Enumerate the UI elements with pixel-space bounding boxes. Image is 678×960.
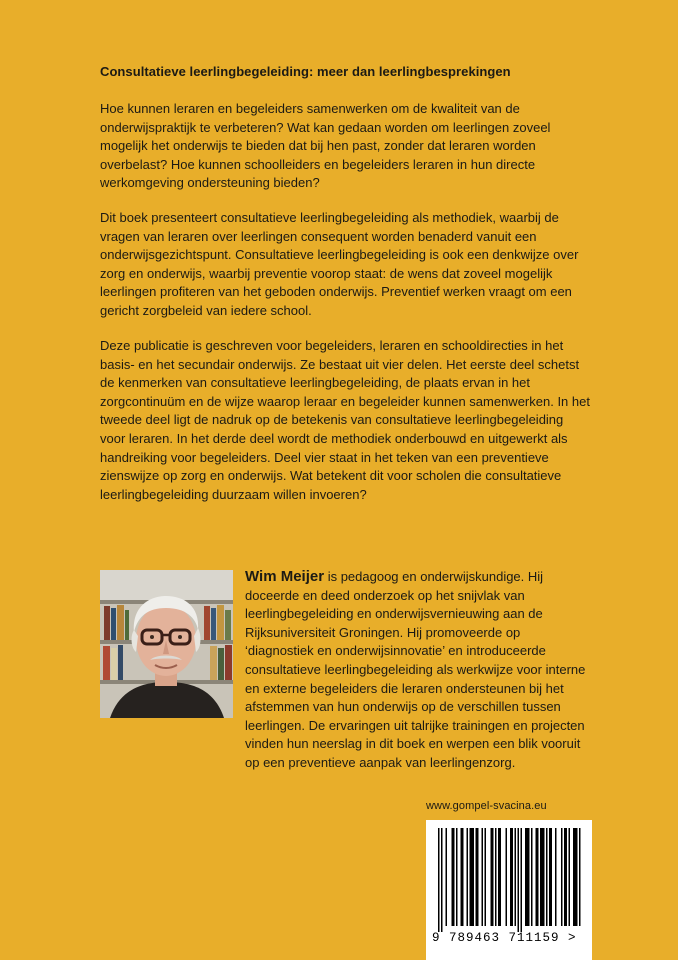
author-bio-text: is pedagoog en onderwijskundige. Hij doceerde en deed onderzoek op het snijvlak van leerlingbegeleiding en onderwijsvernieuwing aan de Rijksuniversiteit Groningen. Hij promoveerde op ‘diagnostiek en onderwijsinnovatie’ en introduceerde consultatieve leerlingbegeleiding als werkwijze voor interne en externe begeleiders die leraren ondersteunen bij het afstemmen van hun onderwijs op de verschillen tussen leerlingen. De ervaringen uit talrijke trainingen en projecten vinden hun neerslag in dit boek en werpen een blik vooruit op een preventieve aanpak van leerlingenzorg. (245, 569, 586, 770)
barcode-bar (549, 828, 552, 926)
barcode-bar (546, 828, 548, 926)
barcode-bar (540, 828, 545, 926)
isbn-number: 9 789463 711159 > (432, 931, 577, 945)
barcode-bar (510, 828, 513, 926)
barcode-bar (515, 828, 517, 926)
barcode-bar (452, 828, 455, 926)
contents-paragraph: Deze publicatie is geschreven voor begeleiders, leraren en schooldirecties in het basis- en het secundair onderwijs. Ze bestaat uit vier delen. Het eerste deel schetst de kenmerken van consultatieve leerlingbegeleiding, de plaats ervan in het zorgcontinuüm en de wijze waarop leraar en begeleider kunnen samenwerken. In het tweede deel ligt de nadruk op de betekenis van consultatieve leerlingbegeleiding voor leraren. In het derde deel wordt de methodiek onderbouwd en uitgewerkt als handreiking voor begeleiders. Deel vier staat in het teken van een preventieve zienswijze op zorg en onderwijs. Wat betekent dit voor scholen die consultatieve leerlingbegeleiding duurzaam willen invoeren? (100, 338, 590, 502)
barcode-bar (525, 828, 530, 926)
barcode-bar (498, 828, 501, 926)
author-name: Wim Meijer (245, 568, 325, 585)
barcode-bar (467, 828, 469, 926)
barcode-bar (491, 828, 494, 926)
barcode-bar (536, 828, 539, 926)
barcode-bar (461, 828, 464, 926)
barcode-bar (482, 828, 484, 926)
author-bio (245, 568, 590, 773)
barcode-bar (564, 828, 567, 926)
barcode-bar (555, 828, 557, 926)
back-cover-title: Consultatieve leerlingbegeleiding: meer dan leerlingbesprekingen (100, 64, 511, 79)
barcode-bar (579, 828, 581, 926)
barcode-bar (561, 828, 563, 926)
barcode-bar (569, 828, 571, 926)
barcode-bar (441, 828, 443, 932)
barcode-bar (506, 828, 508, 926)
barcode-bar (495, 828, 497, 926)
barcode-bar (518, 828, 520, 932)
method-paragraph: Dit boek presenteert consultatieve leerlingbegeleiding als methodiek, waarbij de vragen van leraren over leerlingen consequent worden benaderd vanuit een onderwijsgezichtspunt. Consultatieve leerlingbegeleiding is ook een denkwijze over zorg en onderwijs, waarbij preventie voorop staat: de wens dat zoveel mogelijk leerlingen profiteren van het geboden onderwijs. Preventief werken vraagt om een gericht zorgbeleid van iedere school. (100, 210, 579, 318)
barcode-bar (573, 828, 578, 926)
publisher-website: www.gompel-svacina.eu (426, 800, 547, 812)
isbn-barcode (426, 820, 592, 960)
barcode-bar (446, 828, 448, 926)
barcode-bar (485, 828, 487, 926)
barcode-bar (470, 828, 475, 926)
author-photo (100, 570, 233, 718)
barcode-bar (456, 828, 458, 926)
barcode-bar (521, 828, 523, 932)
intro-paragraph: Hoe kunnen leraren en begeleiders samenwerken om de kwaliteit van de onderwijspraktijk te verbeteren? Wat kan gedaan worden om leerlingen zoveel mogelijk het onderwijs te bieden dat bij hen past, zonder dat leraren worden overbelast? Hoe kunnen schoolleiders en begeleiders leraren in hun directe werkomgeving ondersteuning bieden? (100, 101, 551, 191)
barcode-bar (476, 828, 479, 926)
barcode-bar (438, 828, 440, 932)
barcode-bar (531, 828, 533, 926)
